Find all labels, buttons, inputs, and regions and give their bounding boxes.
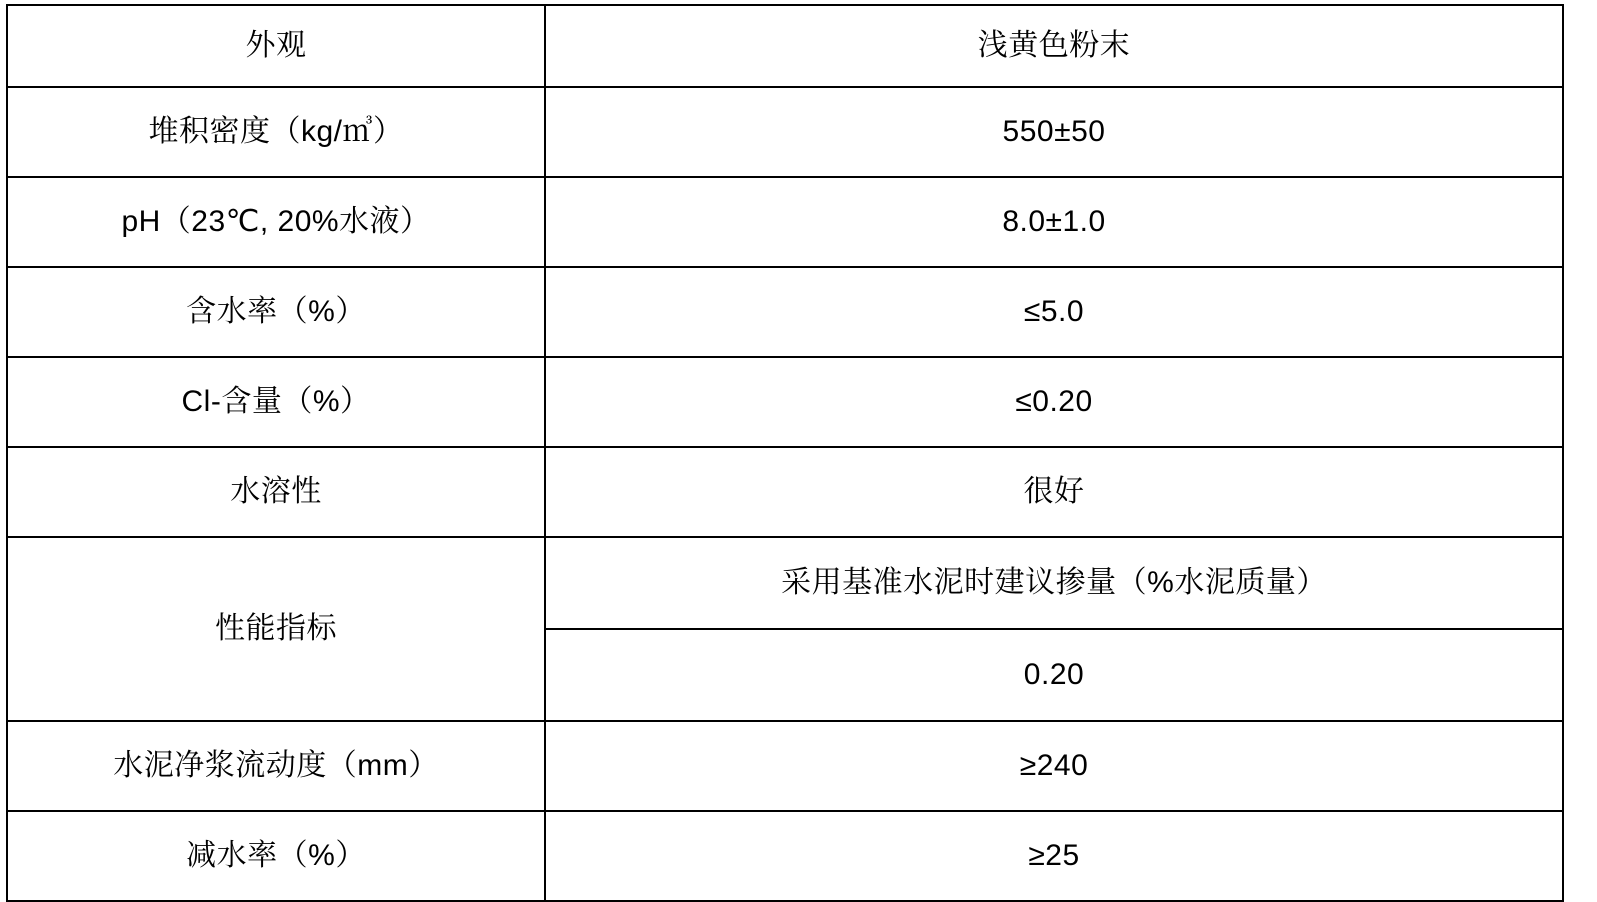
row-label-bulk-density: 堆积密度（kg/㎥） bbox=[7, 87, 545, 177]
table-row bbox=[7, 537, 1563, 629]
row-value-appearance: 浅黄色粉末 bbox=[545, 5, 1563, 87]
row-label-paste-fluidity: 水泥净浆流动度（mm） bbox=[7, 721, 545, 811]
row-value-performance-dosage-note: 采用基准水泥时建议掺量（%水泥质量） bbox=[545, 537, 1563, 629]
row-label-moisture: 含水率（%） bbox=[7, 267, 545, 357]
row-label-chloride: Cl-含量（%） bbox=[7, 357, 545, 447]
table-row bbox=[7, 721, 1563, 811]
document-page bbox=[0, 4, 1597, 873]
row-label-appearance: 外观 bbox=[7, 5, 545, 87]
row-value-solubility: 很好 bbox=[545, 447, 1563, 537]
table-row bbox=[7, 5, 1563, 87]
row-value-ph: 8.0±1.0 bbox=[545, 177, 1563, 267]
specification-table bbox=[6, 4, 1564, 902]
table-row bbox=[7, 177, 1563, 267]
table-row bbox=[7, 357, 1563, 447]
row-value-moisture: ≤5.0 bbox=[545, 267, 1563, 357]
row-label-water-reduction: 减水率（%） bbox=[7, 811, 545, 901]
row-value-water-reduction: ≥25 bbox=[545, 811, 1563, 901]
row-label-solubility: 水溶性 bbox=[7, 447, 545, 537]
table-row bbox=[7, 87, 1563, 177]
row-value-bulk-density: 550±50 bbox=[545, 87, 1563, 177]
table-row bbox=[7, 267, 1563, 357]
row-value-performance-dosage: 0.20 bbox=[545, 629, 1563, 721]
table-body bbox=[7, 5, 1563, 901]
row-value-paste-fluidity: ≥240 bbox=[545, 721, 1563, 811]
row-label-performance-index: 性能指标 bbox=[7, 537, 545, 721]
table-row bbox=[7, 811, 1563, 901]
table-row bbox=[7, 447, 1563, 537]
row-label-ph: pH（23℃, 20%水液） bbox=[7, 177, 545, 267]
row-value-chloride: ≤0.20 bbox=[545, 357, 1563, 447]
